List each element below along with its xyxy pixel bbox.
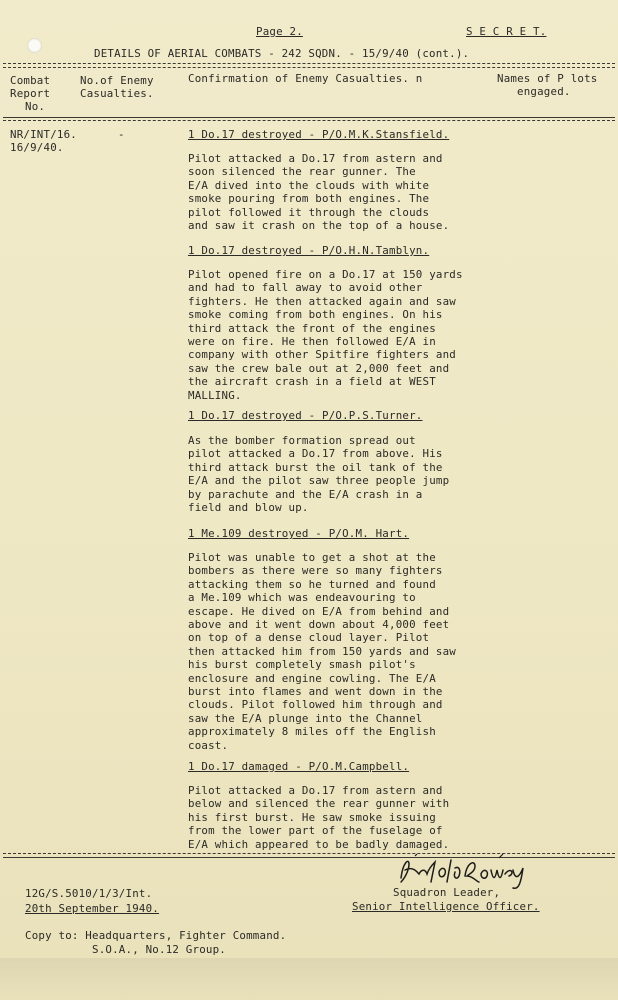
col-pilots-line1: Names of P lots — [497, 72, 598, 85]
entry-heading: 1 Do.17 damaged - P/O.M.Campbell. — [188, 760, 410, 773]
classification-label: S E C R E T. — [466, 25, 547, 38]
signatory-title: Senior Intelligence Officer. — [352, 900, 540, 913]
header-rule-top — [3, 63, 615, 64]
document-title: DETAILS OF AERIAL COMBATS - 242 SQDN. - 15/9/40 (cont.). — [94, 47, 470, 60]
header-rule-bottom-2 — [3, 120, 615, 121]
entry-body: Pilot was unable to get a shot at the bombers as there were so many fighters attacking them so he turned and found a Me.109 which was endeavouring to escape. He dived on E/A from behind and above and it went down about 4,000 feet on top of a dense cloud layer. Pilot then attacked him from 150 yards and saw his burst completely smash pilot's enclosure and engine cowling. The E/A burst into flames and went down in the clouds. Pilot followed him through and saw the E/A plunge into the Channel approximately 8 miles off the English coast. — [188, 551, 457, 752]
col-enemy-casualties-line1: No.of Enemy — [80, 74, 154, 87]
col-combat-report-line1: Combat — [10, 74, 51, 87]
report-date: 16/9/40. — [10, 141, 64, 154]
copy-to-line2: S.O.A., No.12 Group. — [92, 943, 227, 956]
header-rule-top-2 — [3, 67, 615, 68]
entry-body: Pilot attacked a Do.17 from astern and soon silenced the rear gunner. The E/A dived into the clouds with white smoke pouring from both engines. The pilot followed it through the clouds and saw it crash on the top of a house. — [188, 152, 450, 233]
reference-number: 12G/S.5010/1/3/Int. — [25, 887, 153, 900]
col-combat-report-line2: Report — [10, 87, 51, 100]
header-rule-bottom — [3, 117, 615, 118]
document-date: 20th September 1940. — [25, 902, 160, 915]
copy-to-line1: Copy to: Headquarters, Fighter Command. — [25, 929, 287, 942]
entry-body: Pilot opened fire on a Do.17 at 150 yards and had to fall away to avoid other fighters. He then attacked again and saw smoke coming from both engines. On his third attack the front of the engines were on fire. He then followed E/A in company with other Spitfire fighters and saw the crew bale out at 2,000 feet and the aircraft crash in a field at WEST MALLING. — [188, 268, 463, 402]
page-label: Page 2. — [256, 25, 303, 38]
col-confirmation: Confirmation of Enemy Casualties. n — [188, 72, 423, 85]
entry-body: As the bomber formation spread out pilot attacked a Do.17 from above. His third attack burst the oil tank of the E/A and the pilot saw three people jump by parachute and the E/A crash in a field and blow up. — [188, 434, 450, 515]
col-pilots-line2: engaged. — [517, 85, 571, 98]
punch-hole — [27, 38, 42, 53]
entry-heading: 1 Do.17 destroyed - P/O.M.K.Stansfield. — [188, 128, 450, 141]
paper-fold-shadow — [0, 958, 618, 1000]
signatory-rank: Squadron Leader, — [393, 886, 501, 899]
report-number: NR/INT/16. — [10, 128, 78, 141]
col-combat-report-line3: No. — [25, 100, 46, 113]
col-enemy-casualties-line2: Casualties. — [80, 87, 154, 100]
entry-heading: 1 Do.17 destroyed - P/O.H.N.Tamblyn. — [188, 244, 430, 257]
entry-heading: 1 Do.17 destroyed - P/O.P.S.Turner. — [188, 409, 423, 422]
entry-heading: 1 Me.109 destroyed - P/O.M. Hart. — [188, 527, 410, 540]
casualties-dash: - — [118, 128, 125, 141]
entry-body: Pilot attacked a Do.17 from astern and below and silenced the rear gunner with his first burst. He saw smoke issuing from the lower part of the fuselage of E/A which appeared to be badly damaged. — [188, 784, 450, 851]
